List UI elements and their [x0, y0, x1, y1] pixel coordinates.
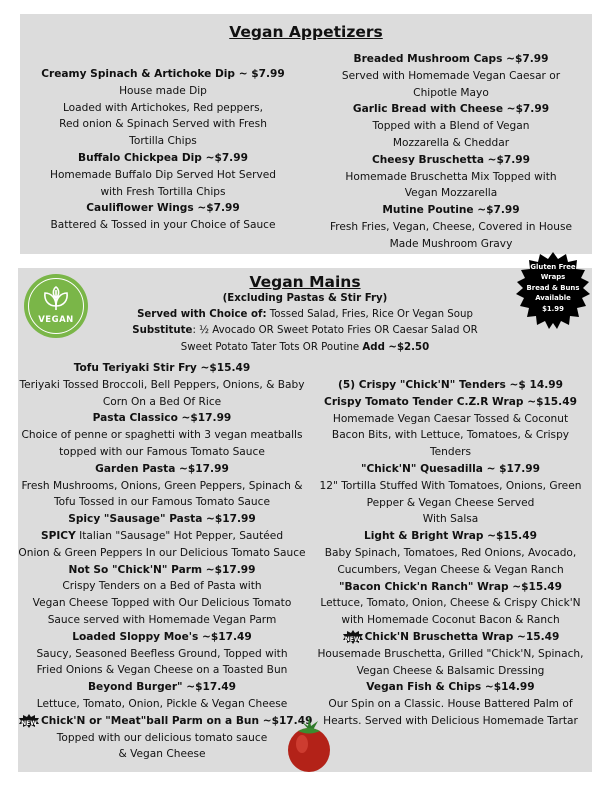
- item-name: Chick'N or "Meat"ball Parm on a Bun ~$17.49: [41, 714, 313, 727]
- item-name: Tofu Teriyaki Stir Fry ~$15.49: [73, 362, 251, 374]
- item-desc: Homemade Vegan Caesar Tossed & Coconut: [332, 412, 569, 425]
- item-desc: with Fresh Tortilla Chips: [100, 185, 226, 198]
- item-name: Vegan Fish & Chips ~$14.99: [366, 681, 535, 694]
- item-desc: Tortilla Chips: [129, 135, 197, 148]
- item-name: Creamy Spinach & Artichoke Dip ~ $7.99: [41, 68, 285, 80]
- item-name: "Bacon Chick'n Ranch" Wrap ~$15.49: [338, 580, 563, 593]
- item-desc: Fresh Fries, Vegan, Cheese, Covered in House: [329, 220, 573, 233]
- item-desc: Housemade Bruschetta, Grilled "Chick'N, Spinach,: [317, 647, 584, 660]
- item-name: Spicy "Sausage" Pasta ~$17.99: [68, 513, 256, 526]
- item-desc: Hearts. Served with Delicious Homemade Tartar: [323, 714, 578, 727]
- new-badge: [342, 630, 364, 644]
- item-desc: Pepper & Vegan Cheese Served: [366, 496, 535, 509]
- item-desc: Choice of penne or spaghetti with 3 vegan meatballs: [21, 429, 303, 442]
- item-desc: topped with our Famous Tomato Sauce: [59, 445, 265, 458]
- item-name: "Chick'N" Quesadilla ~ $17.99: [360, 462, 541, 475]
- gluten-free-line: Bread & Buns: [526, 283, 580, 292]
- gluten-free-price: $1.99: [542, 304, 564, 313]
- vegan-badge-label: VEGAN: [38, 315, 74, 325]
- mains-heading: Vegan Mains: [249, 273, 361, 291]
- item-name: Garden Pasta ~$17.99: [95, 462, 229, 475]
- mains-subheading: (Excluding Pastas & Stir Fry): [222, 293, 388, 304]
- item-desc: 12" Tortilla Stuffed With Tomatoes, Onions, Green: [319, 479, 582, 492]
- item-desc: Vegan Cheese Topped with Our Delicious Tomato: [32, 597, 292, 610]
- substitute-line: [18, 323, 592, 339]
- item-desc: Fresh Mushrooms, Onions, Green Peppers, Spinach &: [21, 479, 303, 492]
- item-name: Crispy Tomato Tender C.Z.R Wrap ~$15.49: [324, 395, 577, 408]
- item-name: Beyond Burger" ~$17.49: [87, 681, 237, 694]
- substitute-label: Substitute: [132, 325, 193, 337]
- item-desc: Sauce served with Homemade Vegan Parm: [47, 613, 277, 626]
- item-desc: With Salsa: [422, 513, 479, 526]
- item-desc: Red onion & Spinach Served with Fresh: [59, 118, 267, 131]
- item-desc: Mozzarella & Cheddar: [392, 136, 510, 149]
- item-desc: Baby Spinach, Tomatoes, Red Onions, Avocado,: [324, 546, 577, 559]
- new-badge: [18, 714, 40, 728]
- item-name: Cauliflower Wings ~$7.99: [86, 202, 240, 215]
- item-desc: Homemade Bruschetta Mix Topped with: [345, 170, 557, 183]
- item-desc: Vegan Cheese & Balsamic Dressing: [356, 664, 545, 677]
- item-name: Garlic Bread with Cheese ~$7.99: [352, 103, 550, 116]
- item-desc: Topped with a Blend of Vegan: [372, 120, 530, 133]
- item-desc: Served with Homemade Vegan Caesar or: [341, 69, 561, 82]
- served-with-text: Tossed Salad, Fries, Rice Or Vegan Soup: [266, 309, 473, 321]
- gluten-free-line: Wraps: [540, 273, 566, 282]
- appetizers-right-column: [310, 51, 592, 253]
- item-desc: with Homemade Coconut Bacon & Ranch: [341, 614, 560, 627]
- appetizers-left-column: [22, 66, 304, 234]
- item-desc: Chipotle Mayo: [413, 86, 489, 99]
- substitute-text-2: Sweet Potato Tater Tots OR Poutine: [180, 341, 363, 353]
- item-name: Light & Bright Wrap ~$15.49: [364, 530, 537, 543]
- item-name: (5) Crispy "Chick'N" Tenders ~$ 14.99: [338, 379, 563, 391]
- served-with-line: [18, 307, 592, 323]
- mains-panel: [18, 268, 592, 772]
- item-desc: & Vegan Cheese: [118, 748, 206, 761]
- mains-right-column: [309, 377, 592, 730]
- spicy-label: SPICY: [40, 529, 76, 542]
- item-desc: Corn On a Bed Of Rice: [102, 395, 222, 408]
- mains-left-column: [18, 360, 313, 763]
- item-name: Buffalo Chickpea Dip ~$7.99: [78, 151, 248, 164]
- item-desc: Tofu Tossed in our Famous Tomato Sauce: [54, 496, 270, 509]
- gluten-free-badge: [512, 251, 594, 331]
- mains-intro: [18, 291, 592, 356]
- item-desc: Cucumbers, Vegan Cheese & Vegan Ranch: [337, 563, 564, 576]
- item-desc: Lettuce, Tomato, Onion, Cheese & Crispy Chick'N: [320, 597, 581, 610]
- item-desc: Made Mushroom Gravy: [389, 237, 513, 250]
- item-name: Cheesy Bruschetta ~$7.99: [371, 153, 531, 166]
- appetizers-panel: [20, 14, 592, 254]
- substitute-line-2: [18, 340, 592, 356]
- item-desc: Teriyaki Tossed Broccoli, Bell Peppers, Onions, & Baby: [19, 378, 305, 391]
- item-name: Not So "Chick'N" Parm ~$17.99: [68, 563, 256, 576]
- item-desc: Our Spin on a Classic. House Battered Palm of: [328, 698, 573, 711]
- served-with-label: Served with Choice of:: [137, 309, 267, 321]
- item-desc: Homemade Buffalo Dip Served Hot Served: [49, 168, 277, 181]
- item-desc: Italian "Sausage" Hot Pepper, Sautéed: [75, 529, 284, 542]
- item-desc: Loaded with Artichokes, Red peppers,: [62, 101, 264, 114]
- item-desc: Saucy, Seasoned Beefless Ground, Topped with: [36, 647, 288, 660]
- item-desc: House made Dip: [119, 84, 207, 97]
- item-desc: Topped with our delicious tomato sauce: [56, 731, 268, 744]
- add-price: Add ~$2.50: [362, 341, 430, 353]
- gluten-free-text: [512, 262, 594, 314]
- gluten-free-line: Available: [535, 294, 571, 303]
- item-desc: Lettuce, Tomato, Onion, Pickle & Vegan Cheese: [36, 697, 288, 710]
- item-desc: Tenders: [429, 446, 472, 459]
- item-name-line: [309, 629, 592, 646]
- new-badge-label: NEW: [21, 719, 37, 727]
- item-desc: Onion & Green Peppers In our Delicious Tomato Sauce: [18, 546, 306, 559]
- item-name: Loaded Sloppy Moe's ~$17.49: [72, 630, 252, 643]
- item-name: Mutine Poutine ~$7.99: [382, 204, 520, 217]
- item-name: Pasta Classico ~$17.99: [92, 412, 232, 425]
- item-desc: Crispy Tenders on a Bed of Pasta with: [62, 580, 262, 593]
- item-desc-line: [18, 528, 306, 545]
- item-desc: Vegan Mozzarella: [404, 187, 498, 200]
- gluten-free-line: Gluten Free: [530, 263, 576, 271]
- item-name-line: [18, 713, 313, 730]
- item-desc: Fried Onions & Vegan Cheese on a Toasted Bun: [36, 664, 288, 677]
- appetizers-heading: Vegan Appetizers: [229, 23, 383, 41]
- item-name: Chick'N Bruschetta Wrap ~15.49: [364, 630, 560, 643]
- item-desc: Battered & Tossed in your Choice of Sauce: [50, 219, 276, 232]
- substitute-text: : ½ Avocado OR Sweet Potato Fries OR Caesar Salad OR: [192, 325, 478, 337]
- item-desc: Bacon Bits, with Lettuce, Tomatoes, & Crispy: [331, 429, 570, 442]
- item-name: Breaded Mushroom Caps ~$7.99: [353, 53, 549, 65]
- tomato-icon: [286, 712, 332, 774]
- new-badge-label: NEW: [344, 635, 361, 643]
